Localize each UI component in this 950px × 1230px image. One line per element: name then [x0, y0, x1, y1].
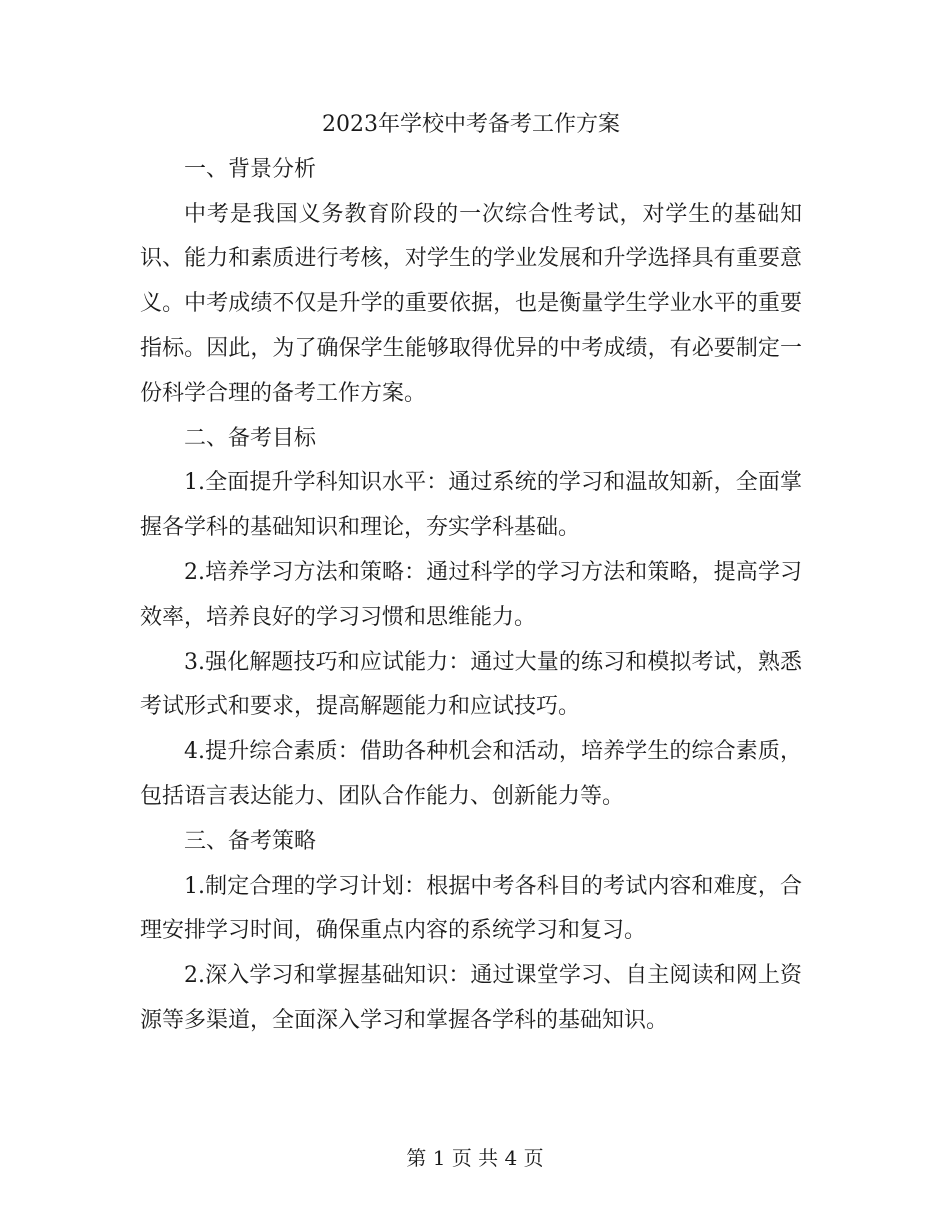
paragraph: 1.制定合理的学习计划：根据中考各科目的考试内容和难度，合理安排学习时间，确保重点内容的系统学习和复习。 — [140, 873, 802, 944]
document-body — [140, 103, 802, 1044]
section-heading-background: 一、背景分析 — [184, 156, 317, 182]
section-background — [140, 148, 802, 417]
section-goals — [140, 417, 802, 820]
paragraph: 2.深入学习和掌握基础知识：通过课堂学习、自主阅读和网上资源等多渠道，全面深入学习和掌握各学科的基础知识。 — [140, 963, 802, 1033]
paragraph: 1.全面提升学科知识水平：通过系统的学习和温故知新，全面掌握各学科的基础知识和理论，夯实学科基础。 — [140, 470, 802, 541]
footer-label-page: 第 — [406, 1146, 427, 1170]
page-footer — [0, 1144, 950, 1172]
section-strategy — [140, 820, 802, 1044]
footer-label-page-unit: 页 — [451, 1146, 472, 1170]
section-heading-strategy: 三、备考策略 — [184, 828, 317, 854]
paragraph: 3.强化解题技巧和应试能力：通过大量的练习和模拟考试，熟悉考试形式和要求，提高解题能力和应试技巧。 — [140, 649, 802, 720]
section-heading-goals: 二、备考目标 — [184, 425, 317, 451]
paragraph: 2.培养学习方法和策略：通过科学的学习方法和策略，提高学习效率，培养良好的学习习惯和思维能力。 — [140, 559, 802, 630]
document-title: 2023年学校中考备考工作方案 — [322, 112, 620, 137]
paragraph: 4.提升综合素质：借助各种机会和活动，培养学生的综合素质，包括语言表达能力、团队合作能力、创新能力等。 — [140, 739, 802, 809]
footer-total-pages: 4 — [504, 1146, 518, 1170]
footer-current-page: 1 — [432, 1146, 446, 1170]
footer-label-total: 共 — [478, 1146, 499, 1170]
footer-label-total-unit: 页 — [523, 1146, 544, 1170]
paragraph: 中考是我国义务教育阶段的一次综合性考试，对学生的基础知识、能力和素质进行考核，对学生的学业发展和升学选择具有重要意义。中考成绩不仅是升学的重要依据，也是衡量学生学业水平的重要指标。因此，为了确保学生能够取得优异的中考成绩，有必要制定一份科学合理的备考工作方案。 — [140, 201, 802, 406]
